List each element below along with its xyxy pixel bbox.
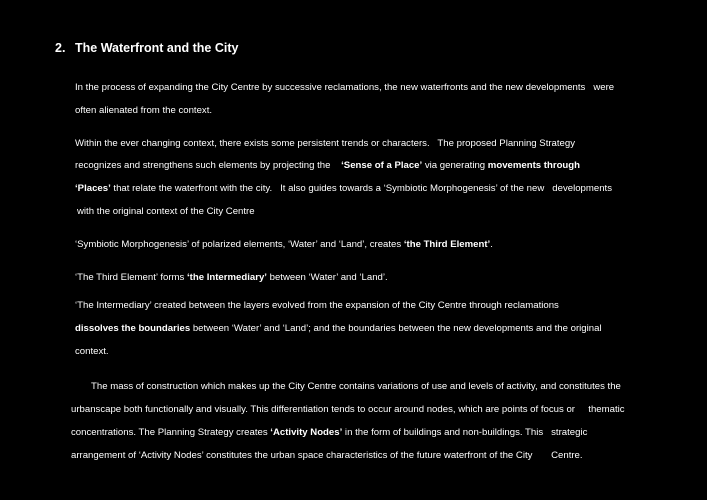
paragraph-5-line-3: context.: [75, 346, 109, 357]
paragraph-2-line-1: Within the ever changing context, there exists some persistent trends or characters. The proposed Planning Strategy: [75, 138, 576, 149]
text-run: concentrations. The Planning Strategy creates: [71, 427, 271, 438]
emphasis-movements-through: movements through: [487, 160, 581, 171]
emphasis-intermediary: ‘the Intermediary’: [186, 272, 267, 283]
paragraph-6-line-4: arrangement of ‘Activity Nodes’ constitutes the urban space characteristics of the future waterfront of the City Centre.: [71, 450, 583, 461]
paragraph-2-line-2: [75, 160, 580, 172]
emphasis-dissolves-boundaries: dissolves the boundaries: [75, 323, 191, 334]
text-run: between ‘Water’ and ‘Land’.: [266, 272, 388, 283]
text-run: in the form of buildings and non-buildings. This strategic: [342, 427, 588, 438]
paragraph-4: [75, 272, 388, 284]
paragraph-5-line-1: ‘The Intermediary’ created between the layers evolved from the expansion of the City Centre through reclamations: [75, 300, 559, 311]
paragraph-6-line-3: [71, 427, 587, 439]
paragraph-1-line-1: In the process of expanding the City Centre by successive reclamations, the new waterfronts and the new developments were: [75, 82, 615, 93]
section-title: The Waterfront and the City: [75, 41, 239, 55]
paragraph-3: [75, 239, 493, 251]
paragraph-2-line-3: [75, 183, 612, 195]
emphasis-third-element: ‘the Third Element’: [403, 239, 491, 250]
paragraph-6-line-2: urbanscape both functionally and visually. This differentiation tends to occur around nodes, which are points of focus or thematic: [71, 404, 625, 415]
text-run: via generating: [422, 160, 488, 171]
text-run: between ‘Water’ and ‘Land’; and the boundaries between the new developments and the original: [190, 323, 602, 334]
emphasis-activity-nodes: ‘Activity Nodes’: [270, 427, 343, 438]
paragraph-6-line-1: The mass of construction which makes up the City Centre contains variations of use and levels of activity, and constitutes the: [91, 381, 621, 392]
emphasis-places: ‘Places’: [75, 183, 111, 194]
paragraph-1-line-2: often alienated from the context.: [75, 105, 213, 116]
emphasis-sense-of-place: ‘Sense of a Place’: [341, 160, 423, 171]
paragraph-5-line-2: [75, 323, 602, 335]
text-run: .: [490, 239, 493, 250]
paragraph-2-line-4: with the original context of the City Centre: [77, 206, 255, 217]
section-heading: [55, 41, 238, 55]
text-run: ‘Symbiotic Morphogenesis’ of polarized elements, ‘Water’ and ‘Land’, creates: [75, 239, 404, 250]
text-run: that relate the waterfront with the city. It also guides towards a ‘Symbiotic Morphogenesis’ of the new developments: [110, 183, 613, 194]
text-run: recognizes and strengthens such elements by projecting the: [75, 160, 342, 171]
section-number: 2.: [55, 41, 66, 55]
text-run: ‘The Third Element’ forms: [75, 272, 187, 283]
